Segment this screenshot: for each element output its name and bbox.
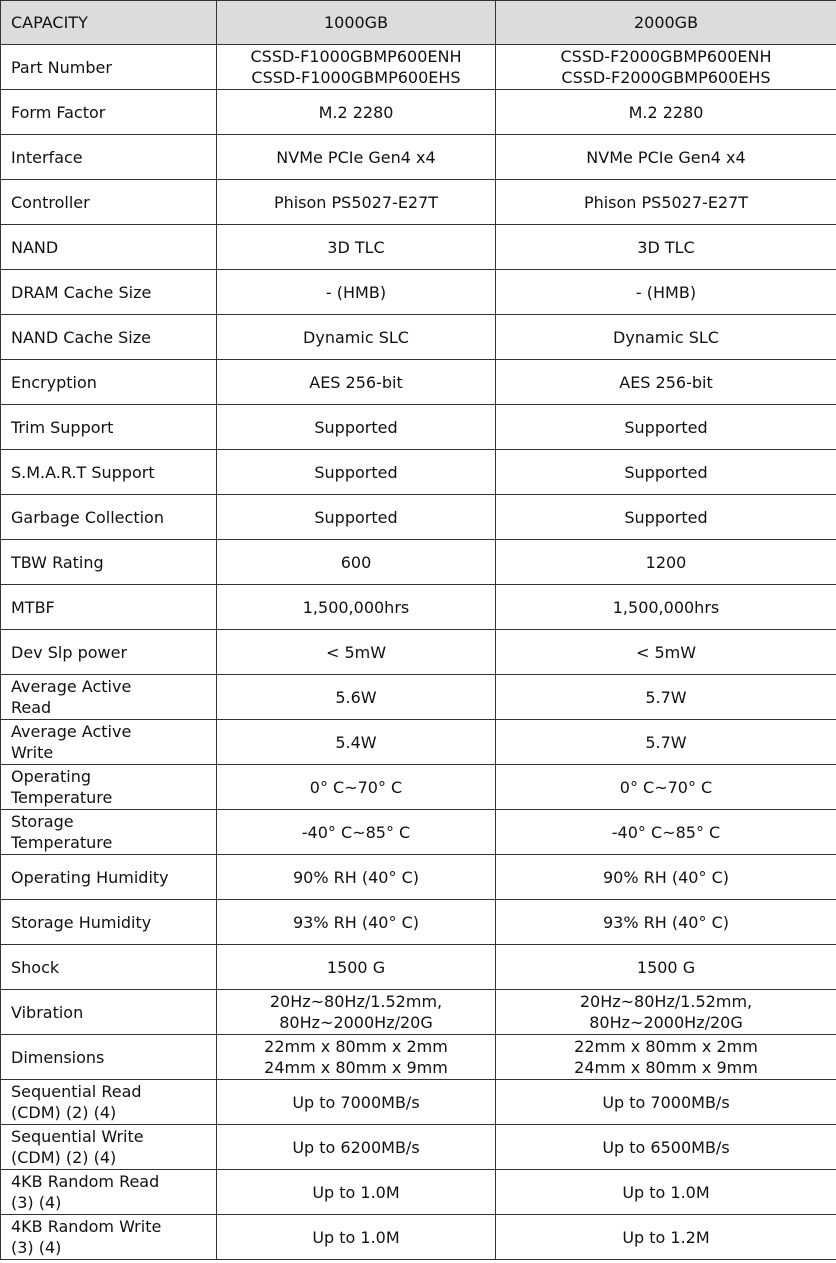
row-label: MTBF [1, 585, 217, 630]
row-label: Encryption [1, 360, 217, 405]
table-row [1, 270, 836, 315]
value-2000gb: < 5mW [496, 630, 836, 675]
row-label: Sequential Write (CDM) (2) (4) [1, 1125, 217, 1170]
value-2000gb: CSSD-F2000GBMP600ENH CSSD-F2000GBMP600EHS [496, 45, 836, 90]
value-1000gb: NVMe PCIe Gen4 x4 [217, 135, 496, 180]
table-row [1, 135, 836, 180]
table-row [1, 315, 836, 360]
value-1000gb: M.2 2280 [217, 90, 496, 135]
table-row [1, 180, 836, 225]
value-2000gb: Up to 1.0M [496, 1170, 836, 1215]
value-1000gb: Supported [217, 450, 496, 495]
value-1000gb: Supported [217, 495, 496, 540]
header-2000gb: 2000GB [496, 1, 836, 45]
value-2000gb: 5.7W [496, 720, 836, 765]
row-label: Average Active Write [1, 720, 217, 765]
table-row [1, 720, 836, 765]
table-row [1, 990, 836, 1035]
table-row [1, 450, 836, 495]
value-2000gb: 93% RH (40° C) [496, 900, 836, 945]
value-2000gb: 90% RH (40° C) [496, 855, 836, 900]
table-row [1, 810, 836, 855]
table-row [1, 360, 836, 405]
value-2000gb: AES 256-bit [496, 360, 836, 405]
table-body [1, 45, 836, 1260]
row-label: Dev Slp power [1, 630, 217, 675]
value-1000gb: Supported [217, 405, 496, 450]
row-label: NAND [1, 225, 217, 270]
value-1000gb: -40° C~85° C [217, 810, 496, 855]
value-2000gb: NVMe PCIe Gen4 x4 [496, 135, 836, 180]
value-2000gb: 1500 G [496, 945, 836, 990]
row-label: S.M.A.R.T Support [1, 450, 217, 495]
value-1000gb: 3D TLC [217, 225, 496, 270]
table-row [1, 1035, 836, 1080]
value-2000gb: Up to 7000MB/s [496, 1080, 836, 1125]
value-1000gb: - (HMB) [217, 270, 496, 315]
value-2000gb: Phison PS5027-E27T [496, 180, 836, 225]
row-label: Controller [1, 180, 217, 225]
row-label: Vibration [1, 990, 217, 1035]
table-row [1, 585, 836, 630]
value-2000gb: Supported [496, 450, 836, 495]
value-1000gb: < 5mW [217, 630, 496, 675]
table-header [1, 1, 836, 45]
row-label: Operating Humidity [1, 855, 217, 900]
table-row [1, 405, 836, 450]
value-1000gb: 5.6W [217, 675, 496, 720]
row-label: Operating Temperature [1, 765, 217, 810]
row-label: 4KB Random Read (3) (4) [1, 1170, 217, 1215]
value-2000gb: 3D TLC [496, 225, 836, 270]
value-1000gb: AES 256-bit [217, 360, 496, 405]
row-label: Shock [1, 945, 217, 990]
header-1000gb: 1000GB [217, 1, 496, 45]
value-1000gb: CSSD-F1000GBMP600ENH CSSD-F1000GBMP600EHS [217, 45, 496, 90]
value-2000gb: Dynamic SLC [496, 315, 836, 360]
value-2000gb: 22mm x 80mm x 2mm 24mm x 80mm x 9mm [496, 1035, 836, 1080]
value-1000gb: 93% RH (40° C) [217, 900, 496, 945]
value-2000gb: 0° C~70° C [496, 765, 836, 810]
table-row [1, 90, 836, 135]
row-label: Garbage Collection [1, 495, 217, 540]
value-2000gb: 20Hz~80Hz/1.52mm, 80Hz~2000Hz/20G [496, 990, 836, 1035]
value-1000gb: 0° C~70° C [217, 765, 496, 810]
value-1000gb: 1500 G [217, 945, 496, 990]
table-row [1, 630, 836, 675]
row-label: Trim Support [1, 405, 217, 450]
value-2000gb: Up to 1.2M [496, 1215, 836, 1260]
value-2000gb: 5.7W [496, 675, 836, 720]
value-2000gb: -40° C~85° C [496, 810, 836, 855]
table-row [1, 765, 836, 810]
row-label: DRAM Cache Size [1, 270, 217, 315]
value-2000gb: Supported [496, 495, 836, 540]
table-row [1, 495, 836, 540]
row-label: NAND Cache Size [1, 315, 217, 360]
value-1000gb: 22mm x 80mm x 2mm 24mm x 80mm x 9mm [217, 1035, 496, 1080]
row-label: Form Factor [1, 90, 217, 135]
row-label: Part Number [1, 45, 217, 90]
header-row [1, 1, 836, 45]
header-capacity-label: CAPACITY [1, 1, 217, 45]
value-1000gb: 5.4W [217, 720, 496, 765]
value-2000gb: M.2 2280 [496, 90, 836, 135]
value-1000gb: Up to 1.0M [217, 1215, 496, 1260]
table-row [1, 1215, 836, 1260]
row-label: Interface [1, 135, 217, 180]
value-2000gb: Supported [496, 405, 836, 450]
table-row [1, 900, 836, 945]
table-row [1, 225, 836, 270]
value-2000gb: - (HMB) [496, 270, 836, 315]
value-2000gb: Up to 6500MB/s [496, 1125, 836, 1170]
row-label: Storage Humidity [1, 900, 217, 945]
value-1000gb: 20Hz~80Hz/1.52mm, 80Hz~2000Hz/20G [217, 990, 496, 1035]
value-2000gb: 1,500,000hrs [496, 585, 836, 630]
row-label: 4KB Random Write (3) (4) [1, 1215, 217, 1260]
table-row [1, 540, 836, 585]
table-row [1, 675, 836, 720]
value-1000gb: Up to 6200MB/s [217, 1125, 496, 1170]
table-row [1, 45, 836, 90]
value-1000gb: Phison PS5027-E27T [217, 180, 496, 225]
table-row [1, 1080, 836, 1125]
value-1000gb: 1,500,000hrs [217, 585, 496, 630]
table-row [1, 945, 836, 990]
row-label: Average Active Read [1, 675, 217, 720]
table-row [1, 1170, 836, 1215]
value-1000gb: 600 [217, 540, 496, 585]
row-label: TBW Rating [1, 540, 217, 585]
value-1000gb: Dynamic SLC [217, 315, 496, 360]
value-1000gb: Up to 1.0M [217, 1170, 496, 1215]
table-row [1, 855, 836, 900]
value-1000gb: 90% RH (40° C) [217, 855, 496, 900]
table-row [1, 1125, 836, 1170]
row-label: Sequential Read (CDM) (2) (4) [1, 1080, 217, 1125]
row-label: Storage Temperature [1, 810, 217, 855]
row-label: Dimensions [1, 1035, 217, 1080]
value-1000gb: Up to 7000MB/s [217, 1080, 496, 1125]
value-2000gb: 1200 [496, 540, 836, 585]
